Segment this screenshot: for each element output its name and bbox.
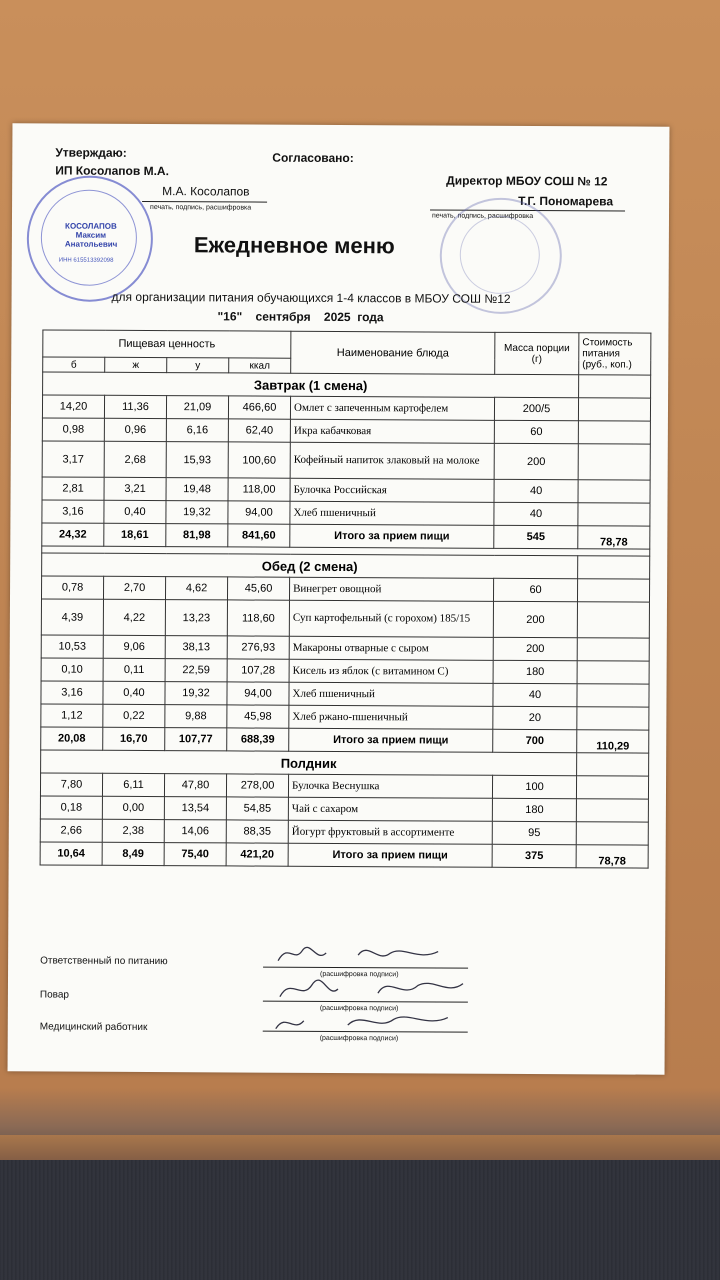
dish-name: Икра кабачковая bbox=[290, 419, 494, 443]
cell-z: 0,22 bbox=[103, 704, 165, 727]
cost-cell bbox=[576, 799, 648, 822]
cell-kcal: 118,60 bbox=[227, 600, 289, 636]
dish-mass: 100 bbox=[492, 775, 576, 798]
cost-cell bbox=[578, 480, 650, 503]
dish-mass: 60 bbox=[494, 420, 578, 443]
subtitle: для организации питания обучающихся 1-4 классов в МБОУ СОШ №12 bbox=[111, 289, 511, 306]
round-stamp bbox=[27, 175, 154, 302]
cell-z: 0,40 bbox=[104, 500, 166, 523]
total-z: 16,70 bbox=[103, 727, 165, 750]
total-mass: 375 bbox=[492, 844, 576, 867]
cost-cell bbox=[577, 661, 649, 684]
cost-cell bbox=[577, 602, 649, 638]
cell-u: 9,88 bbox=[165, 705, 227, 728]
cell-b: 14,20 bbox=[42, 395, 104, 418]
total-row bbox=[42, 523, 650, 549]
total-cost: 78,78 bbox=[578, 526, 650, 549]
cost-cell bbox=[578, 398, 650, 421]
table-row bbox=[42, 395, 650, 421]
section-row bbox=[42, 553, 650, 579]
cell-b: 3,16 bbox=[41, 681, 103, 704]
agreed-name: Т.Г. Пономарева bbox=[518, 193, 614, 209]
cost-cell bbox=[577, 753, 649, 776]
subheader-z: ж bbox=[105, 357, 167, 372]
total-row bbox=[41, 727, 649, 753]
cell-u: 47,80 bbox=[164, 774, 226, 797]
cell-u: 38,13 bbox=[165, 636, 227, 659]
cost-cell bbox=[576, 822, 648, 845]
agreed-caption: печать, подпись, расшифровка bbox=[431, 212, 534, 221]
total-b: 24,32 bbox=[42, 523, 104, 546]
total-label: Итого за прием пищи bbox=[289, 728, 493, 752]
total-z: 8,49 bbox=[102, 842, 164, 865]
menu-table bbox=[40, 329, 652, 868]
cell-z: 2,70 bbox=[103, 576, 165, 599]
dish-name: Омлет с запеченным картофелем bbox=[290, 396, 494, 420]
responsible-caption: (расшифровка подписи) bbox=[320, 970, 399, 979]
section-title: Полдник bbox=[41, 750, 577, 776]
table-row bbox=[41, 658, 649, 684]
cell-b: 7,80 bbox=[40, 773, 102, 796]
cell-kcal: 62,40 bbox=[228, 419, 290, 442]
cell-u: 19,48 bbox=[166, 478, 228, 501]
dish-mass: 200 bbox=[494, 443, 578, 479]
header-cost: Стоимость питания (руб., коп.) bbox=[579, 333, 651, 375]
agreed-label: Согласовано: bbox=[272, 150, 354, 166]
dish-name: Йогурт фруктовый в ассортименте bbox=[288, 820, 492, 844]
dish-mass: 200/5 bbox=[494, 397, 578, 420]
cost-cell bbox=[577, 707, 649, 730]
cell-z: 4,22 bbox=[103, 599, 165, 635]
dish-name: Хлеб пшеничный bbox=[290, 501, 494, 525]
table-header-row bbox=[43, 330, 651, 360]
cell-u: 22,59 bbox=[165, 659, 227, 682]
cell-kcal: 276,93 bbox=[227, 636, 289, 659]
cell-b: 4,39 bbox=[41, 599, 103, 635]
cell-kcal: 45,60 bbox=[227, 577, 289, 600]
total-b: 10,64 bbox=[40, 842, 102, 865]
table-row bbox=[41, 681, 649, 707]
cell-z: 11,36 bbox=[104, 395, 166, 418]
dish-name: Хлеб пшеничный bbox=[289, 682, 493, 706]
cell-u: 19,32 bbox=[166, 501, 228, 524]
cost-cell bbox=[578, 444, 650, 480]
cell-kcal: 94,00 bbox=[228, 501, 290, 524]
cost-cell bbox=[579, 375, 651, 398]
total-u: 107,77 bbox=[165, 728, 227, 751]
cell-u: 14,06 bbox=[164, 820, 226, 843]
cost-cell bbox=[578, 556, 650, 579]
handwritten-signatures bbox=[268, 933, 479, 1046]
dish-mass: 200 bbox=[493, 601, 577, 637]
cell-kcal: 54,85 bbox=[226, 797, 288, 820]
total-u: 81,98 bbox=[166, 524, 228, 547]
total-label: Итого за прием пищи bbox=[288, 843, 492, 867]
total-z: 18,61 bbox=[104, 523, 166, 546]
total-label: Итого за прием пищи bbox=[290, 524, 494, 548]
cell-u: 19,32 bbox=[165, 682, 227, 705]
cell-z: 2,38 bbox=[102, 819, 164, 842]
medic-caption: (расшифровка подписи) bbox=[319, 1034, 399, 1043]
role-responsible: Ответственный по питанию bbox=[40, 955, 168, 968]
total-kcal: 841,60 bbox=[228, 524, 290, 547]
cost-cell bbox=[577, 684, 649, 707]
table-row bbox=[42, 441, 650, 480]
total-b: 20,08 bbox=[41, 727, 103, 750]
cell-b: 10,53 bbox=[41, 635, 103, 658]
subheader-u: у bbox=[167, 358, 229, 373]
table-row bbox=[41, 576, 649, 602]
cell-kcal: 466,60 bbox=[228, 396, 290, 419]
table-row bbox=[40, 773, 648, 799]
cell-kcal: 94,00 bbox=[227, 682, 289, 705]
dish-name: Винегрет овощной bbox=[290, 577, 494, 601]
table-row bbox=[41, 635, 649, 661]
cell-kcal: 107,28 bbox=[227, 659, 289, 682]
cell-z: 0,96 bbox=[104, 418, 166, 441]
dish-name: Суп картофельный (с горохом) 185/15 bbox=[289, 600, 493, 637]
cell-u: 4,62 bbox=[165, 577, 227, 600]
table-row bbox=[42, 418, 650, 444]
section-title: Обед (2 смена) bbox=[42, 553, 578, 579]
cell-z: 3,21 bbox=[104, 477, 166, 500]
role-cook: Повар bbox=[39, 989, 70, 1001]
total-cost: 78,78 bbox=[576, 845, 648, 868]
header-mass: Масса порции (г) bbox=[495, 332, 579, 374]
cell-z: 0,00 bbox=[102, 796, 164, 819]
cell-kcal: 45,98 bbox=[227, 705, 289, 728]
dish-name: Макароны отварные с сыром bbox=[289, 636, 493, 660]
dish-mass: 40 bbox=[494, 479, 578, 502]
cell-u: 15,93 bbox=[166, 442, 228, 478]
header-dish-name: Наименование блюда bbox=[291, 331, 495, 374]
cell-b: 3,17 bbox=[42, 441, 104, 477]
approve-signature-line bbox=[142, 201, 267, 203]
dish-name: Булочка Веснушка bbox=[288, 774, 492, 798]
cost-cell bbox=[578, 421, 650, 444]
approve-name: ИП Косолапов М.А. bbox=[55, 163, 169, 179]
cost-cell bbox=[576, 776, 648, 799]
dish-mass: 180 bbox=[493, 660, 577, 683]
section-title: Завтрак (1 смена) bbox=[43, 372, 579, 398]
dish-mass: 60 bbox=[494, 578, 578, 601]
menu-document bbox=[8, 123, 670, 1074]
dish-name: Булочка Российская bbox=[290, 478, 494, 502]
cost-cell bbox=[577, 638, 649, 661]
total-cost: 110,29 bbox=[577, 730, 649, 753]
dish-mass: 200 bbox=[493, 637, 577, 660]
cell-kcal: 118,00 bbox=[228, 478, 290, 501]
cell-b: 0,78 bbox=[41, 576, 103, 599]
cell-b: 0,98 bbox=[42, 418, 104, 441]
section-row bbox=[41, 750, 649, 776]
header-nutrition: Пищевая ценность bbox=[43, 330, 291, 358]
cell-u: 21,09 bbox=[166, 396, 228, 419]
cell-z: 0,40 bbox=[103, 681, 165, 704]
cell-b: 1,12 bbox=[41, 704, 103, 727]
cook-caption: (расшифровка подписи) bbox=[319, 1004, 399, 1013]
table-row bbox=[40, 796, 648, 822]
dish-name: Кисель из яблок (с витамином С) bbox=[289, 659, 493, 683]
cell-u: 13,23 bbox=[165, 600, 227, 636]
cell-z: 2,68 bbox=[104, 441, 166, 477]
total-kcal: 421,20 bbox=[226, 843, 288, 866]
agreed-position: Директор МБОУ СОШ № 12 bbox=[446, 173, 608, 189]
cost-cell bbox=[578, 503, 650, 526]
table-row bbox=[41, 599, 649, 638]
table-row bbox=[40, 819, 648, 845]
cell-b: 2,81 bbox=[42, 477, 104, 500]
dish-name: Чай с сахаром bbox=[288, 797, 492, 821]
dish-name: Хлеб ржано-пшеничный bbox=[289, 705, 493, 729]
cell-z: 9,06 bbox=[103, 635, 165, 658]
date-line: "16" сентября 2025 года bbox=[217, 309, 384, 325]
total-row bbox=[40, 842, 648, 868]
page-title: Ежедневное меню bbox=[193, 232, 395, 259]
cell-u: 6,16 bbox=[166, 419, 228, 442]
table-row bbox=[42, 500, 650, 526]
cost-cell bbox=[578, 579, 650, 602]
total-kcal: 688,39 bbox=[227, 728, 289, 751]
dish-mass: 95 bbox=[492, 821, 576, 844]
dish-mass: 20 bbox=[493, 706, 577, 729]
approve-label: Утверждаю: bbox=[55, 145, 127, 160]
cell-kcal: 278,00 bbox=[226, 774, 288, 797]
fabric-foreground bbox=[0, 1160, 720, 1280]
table-row bbox=[41, 704, 649, 730]
dish-mass: 40 bbox=[493, 683, 577, 706]
total-mass: 700 bbox=[493, 729, 577, 752]
cell-z: 0,11 bbox=[103, 658, 165, 681]
table-row bbox=[42, 477, 650, 503]
stamp-text: КОСОЛАПОВ Максим Анатольевич bbox=[64, 221, 118, 249]
dish-name: Кофейный напиток злаковый на молоке bbox=[290, 442, 494, 479]
dish-mass: 180 bbox=[492, 798, 576, 821]
subheader-kcal: ккал bbox=[229, 358, 291, 373]
cell-b: 3,16 bbox=[42, 500, 104, 523]
dish-mass: 40 bbox=[494, 502, 578, 525]
cell-b: 0,10 bbox=[41, 658, 103, 681]
total-u: 75,40 bbox=[164, 843, 226, 866]
approve-signature-name: М.А. Косолапов bbox=[162, 184, 250, 199]
subheader-b: б bbox=[43, 357, 105, 372]
cell-b: 0,18 bbox=[40, 796, 102, 819]
cell-kcal: 100,60 bbox=[228, 442, 290, 478]
cell-kcal: 88,35 bbox=[226, 820, 288, 843]
cell-u: 13,54 bbox=[164, 797, 226, 820]
cell-b: 2,66 bbox=[40, 819, 102, 842]
stamp-inn: ИНН 615513392098 bbox=[58, 257, 114, 264]
approve-caption: печать, подпись, расшифровка bbox=[150, 204, 252, 212]
role-medic: Медицинский работник bbox=[39, 1021, 148, 1034]
section-row bbox=[43, 372, 651, 398]
cell-z: 6,11 bbox=[102, 773, 164, 796]
total-mass: 545 bbox=[494, 525, 578, 548]
